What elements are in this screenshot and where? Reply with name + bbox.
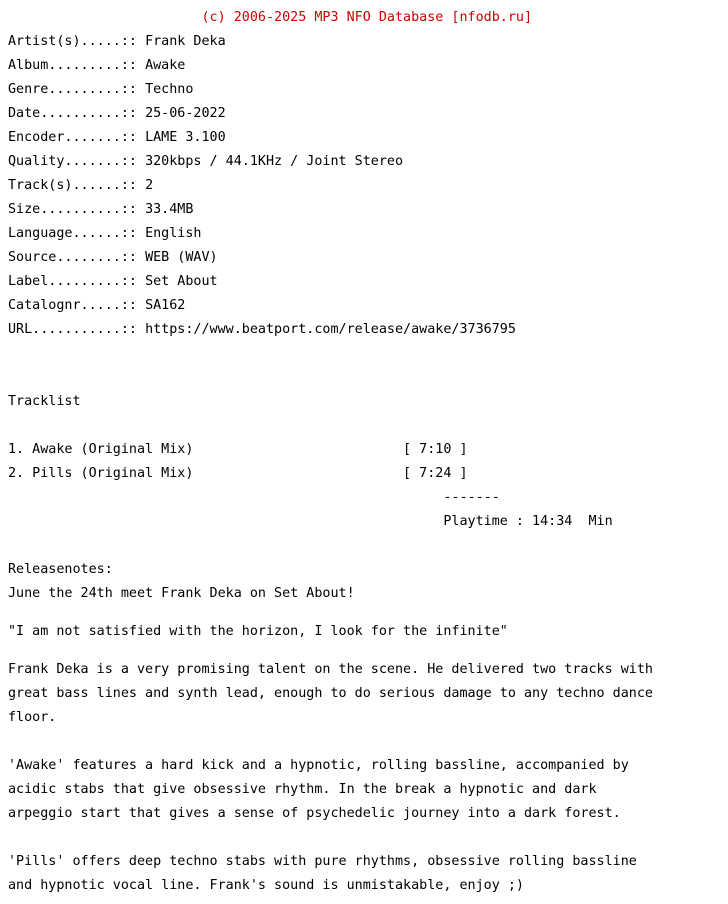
info-row-genre — [8, 84, 653, 96]
releasenotes-para2-line: acidic stabs that give obsessive rhythm. In the break a hypnotic and dark — [8, 782, 597, 797]
nfo-header — [8, 12, 653, 24]
info-row-date — [8, 108, 653, 120]
info-row-tracks — [8, 180, 653, 192]
info-row-quality — [8, 156, 653, 168]
releasenotes-para1-line: Frank Deka is a very promising talent on the scene. He delivered two tracks with — [8, 662, 653, 677]
info-row-encoder — [8, 132, 653, 144]
info-label: Size..........:: — [8, 202, 146, 217]
info-row-label — [8, 276, 653, 288]
releasenotes-intro: June the 24th meet Frank Deka on Set About! — [8, 586, 355, 601]
releasenotes-para2-line: arpeggio start that gives a sense of psychedelic journey into a dark forest. — [8, 806, 621, 821]
releasenotes-quote: "I am not satisfied with the horizon, I look for the infinite" — [8, 624, 508, 639]
info-label: Track(s)......:: — [8, 178, 146, 193]
info-value: 33.4MB — [145, 202, 194, 217]
info-label: Label.........:: — [8, 274, 146, 289]
info-row-language — [8, 228, 653, 240]
release-url-link[interactable]: https://www.beatport.com/release/awake/3736795 — [145, 322, 516, 337]
info-label: Album.........:: — [8, 58, 146, 73]
info-value: Set About — [145, 274, 218, 289]
info-row-artist — [8, 36, 653, 48]
info-label: Catalognr.....:: — [8, 298, 146, 313]
blank-line — [8, 736, 653, 748]
info-label: Language......:: — [8, 226, 146, 241]
info-label: Date..........:: — [8, 106, 146, 121]
info-label: Genre.........:: — [8, 82, 146, 97]
tracklist-heading: Tracklist — [8, 394, 81, 409]
tracklist-divider-row — [8, 492, 653, 504]
tracklist-divider: ------- — [443, 490, 500, 505]
blank-line — [8, 540, 653, 552]
info-value: 2 — [145, 178, 154, 193]
track-title: 1. Awake (Original Mix) — [8, 442, 194, 457]
nfo-text — [8, 0, 653, 904]
track-time: [ 7:10 ] — [403, 442, 468, 457]
info-label: Encoder.......:: — [8, 130, 146, 145]
info-row-catalognr — [8, 300, 653, 312]
info-value: 320kbps / 44.1KHz / Joint Stereo — [145, 154, 404, 169]
playtime-row — [8, 516, 653, 528]
info-value: SA162 — [145, 298, 186, 313]
info-row-size — [8, 204, 653, 216]
info-label: URL...........:: — [8, 322, 146, 337]
track-title: 2. Pills (Original Mix) — [8, 466, 194, 481]
header-text: (c) 2006-2025 MP3 NFO Database [nfodb.ru] — [201, 10, 533, 25]
blank-line — [8, 832, 653, 844]
info-label: Artist(s).....:: — [8, 34, 146, 49]
info-label: Quality.......:: — [8, 154, 146, 169]
info-value: English — [145, 226, 202, 241]
releasenotes-para3-line: 'Pills' offers deep techno stabs with pure rhythms, obsessive rolling bassline — [8, 854, 637, 869]
info-value: LAME 3.100 — [145, 130, 226, 145]
info-value: WEB (WAV) — [145, 250, 218, 265]
track-time: [ 7:24 ] — [403, 466, 468, 481]
info-row-album — [8, 60, 653, 72]
blank-line — [8, 372, 653, 384]
info-value: Frank Deka — [145, 34, 226, 49]
blank-line — [8, 348, 653, 360]
info-row-url — [8, 324, 653, 336]
info-value: Awake — [145, 58, 186, 73]
info-value: Techno — [145, 82, 194, 97]
releasenotes-para1-line: floor. — [8, 710, 57, 725]
info-row-source — [8, 252, 653, 264]
blank-line — [8, 420, 653, 432]
track-row — [8, 468, 653, 480]
track-row — [8, 444, 653, 456]
releasenotes-para3-line: and hypnotic vocal line. Frank's sound is unmistakable, enjoy ;) — [8, 878, 524, 893]
info-value: 25-06-2022 — [145, 106, 226, 121]
info-label: Source........:: — [8, 250, 146, 265]
releasenotes-para2-line: 'Awake' features a hard kick and a hypnotic, rolling bassline, accompanied by — [8, 758, 629, 773]
releasenotes-para1-line: great bass lines and synth lead, enough to do serious damage to any techno dance — [8, 686, 653, 701]
releasenotes-heading: Releasenotes: — [8, 562, 113, 577]
playtime-total: Playtime : 14:34 Min — [443, 514, 613, 529]
